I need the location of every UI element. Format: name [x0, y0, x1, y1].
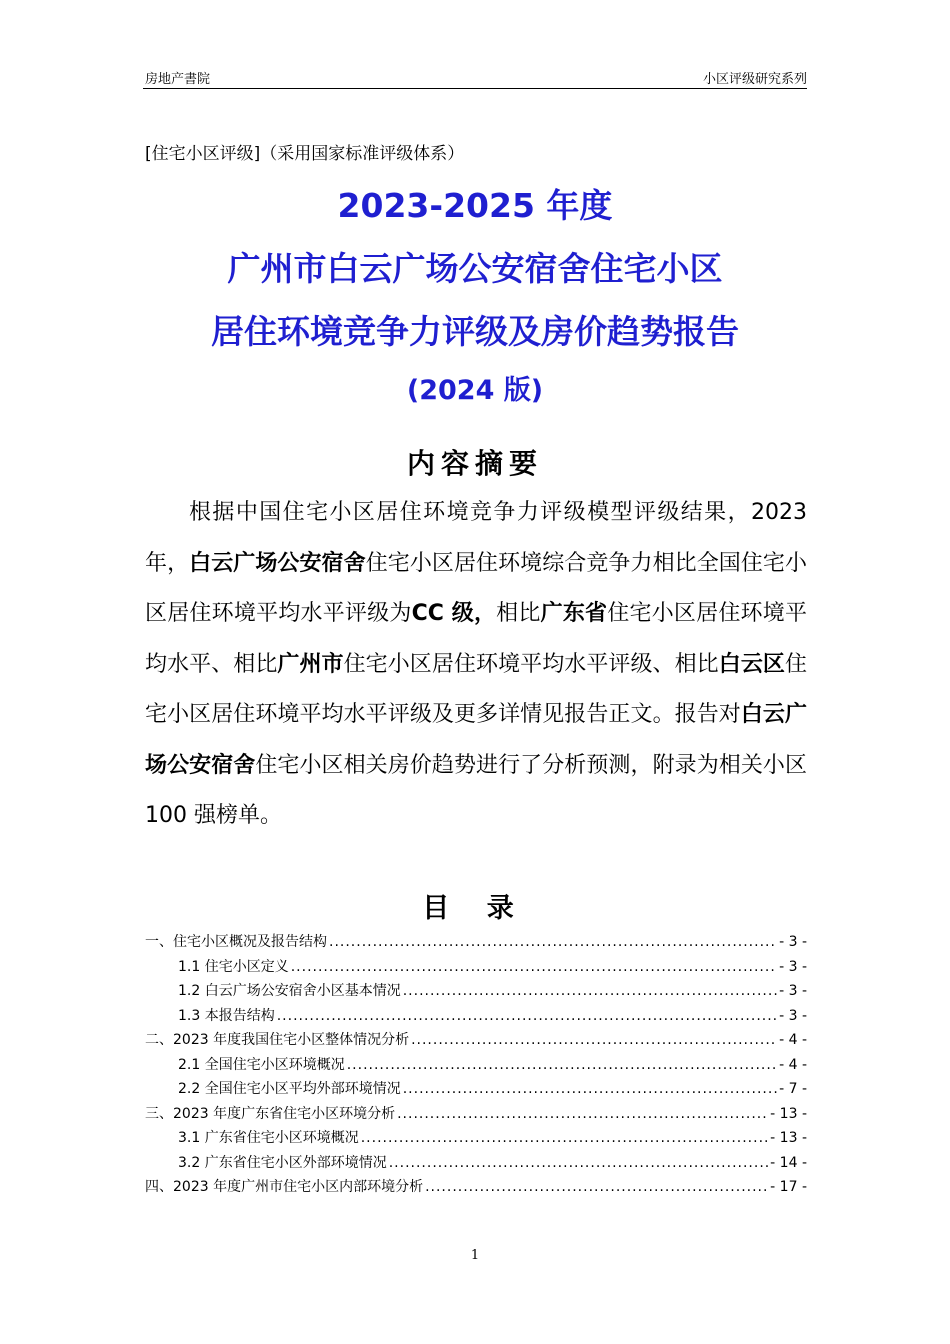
page-number: 1: [470, 1248, 480, 1263]
toc-entry-page: - 4 -: [779, 1032, 807, 1048]
toc-entry-page: - 3 -: [779, 934, 807, 950]
toc-entry-title: 3.2 广东省住宅小区外部环境情况: [178, 1154, 387, 1171]
toc-entry-page: - 13 -: [770, 1105, 807, 1122]
table-of-contents: [145, 931, 807, 1201]
toc-entry-page: - 7 -: [779, 1081, 807, 1097]
toc-entry-page: - 17 -: [770, 1179, 807, 1195]
toc-entry-page: - 14 -: [770, 1154, 807, 1171]
title-line-1: 2023-2025 年度: [337, 186, 613, 225]
toc-entry[interactable]: [145, 1078, 807, 1103]
report-tag: [住宅小区评级]（采用国家标准评级体系）: [145, 144, 465, 164]
toc-leader: [411, 1032, 777, 1048]
toc-entry-title: 2.2 全国住宅小区平均外部环境情况: [178, 1081, 401, 1097]
abstract-bold: 白云广场公安宿舍: [189, 550, 366, 576]
toc-heading: 目 录: [422, 893, 528, 924]
title-line-2: 广州市白云广场公安宿舍住宅小区: [227, 249, 723, 288]
toc-entry[interactable]: [145, 1103, 807, 1128]
toc-entry-title: 1.2 白云广场公安宿舍小区基本情况: [178, 983, 401, 999]
abstract-text: 住宅小区居住环境平均水平、相比: [145, 601, 807, 677]
toc-leader: [403, 983, 777, 999]
toc-entry[interactable]: [145, 980, 807, 1005]
abstract-text: 住宅小区居住环境综合竞争力相比全国住宅小区居住环境平均水平评级为: [145, 550, 807, 626]
toc-entry-title: 2.1 全国住宅小区环境概况: [178, 1056, 345, 1073]
title-line-3: 居住环境竞争力评级及房价趋势报告: [211, 312, 739, 351]
toc-entry-title: 二、2023 年度我国住宅小区整体情况分析: [145, 1032, 410, 1048]
toc-entry-title: 1.3 本报告结构: [178, 1007, 275, 1024]
title-line-4: (2024 版): [406, 375, 544, 406]
abstract-text: 住宅小区居住环境平均水平评级、相比: [343, 651, 719, 677]
toc-entry[interactable]: [145, 1176, 807, 1201]
toc-entry-page: - 4 -: [779, 1056, 807, 1073]
toc-leader: [389, 1155, 768, 1171]
abstract-bold: 广东省: [540, 601, 608, 626]
abstract-text: 相比: [496, 601, 541, 626]
abstract-bold: 广州市: [277, 651, 344, 677]
toc-leader: [291, 959, 777, 975]
abstract-bold: 白云区: [718, 651, 785, 677]
toc-entry-title: 3.1 广东省住宅小区环境概况: [178, 1130, 359, 1146]
toc-entry[interactable]: [145, 931, 807, 956]
abstract-bold: 白云广场公安宿舍: [145, 702, 807, 778]
abstract-text: 住宅小区居住环境平均水平评级及更多详情见报告正文。报告对: [145, 651, 807, 727]
toc-leader: [329, 934, 777, 950]
toc-entry[interactable]: [145, 1005, 807, 1030]
header-left-text: 房地产書院: [145, 72, 211, 87]
abstract-body: [145, 488, 807, 842]
toc-entry-title: 四、2023 年度广州市住宅小区内部环境分析: [145, 1179, 424, 1195]
toc-entry[interactable]: [145, 1152, 807, 1177]
header-rule: [143, 88, 807, 89]
toc-entry-title: 三、2023 年度广东省住宅小区环境分析: [145, 1105, 396, 1122]
toc-leader: [347, 1057, 777, 1073]
toc-leader: [403, 1081, 777, 1097]
abstract-heading: 内容摘要: [406, 447, 543, 480]
toc-entry[interactable]: [145, 956, 807, 981]
toc-leader: [425, 1179, 768, 1195]
abstract-text: 住宅小区相关房价趋势进行了分析预测，附录为相关小区 100 强榜单。: [145, 752, 807, 828]
toc-entry-page: - 3 -: [779, 983, 807, 999]
toc-entry-title: 1.1 住宅小区定义: [178, 958, 289, 975]
toc-entry[interactable]: [145, 1054, 807, 1079]
toc-entry-page: - 3 -: [779, 958, 807, 975]
toc-leader: [361, 1130, 768, 1146]
toc-leader: [277, 1008, 777, 1024]
abstract-text: 根据中国住宅小区居住环境竞争力评级模型评级结果，2023 年，: [145, 500, 807, 576]
toc-entry-title: 一、住宅小区概况及报告结构: [145, 934, 327, 950]
header-right-text: 小区评级研究系列: [702, 72, 807, 87]
toc-leader: [397, 1106, 768, 1122]
toc-entry[interactable]: [145, 1029, 807, 1054]
abstract-bold: CC 级，: [411, 601, 497, 626]
toc-entry-page: - 13 -: [770, 1130, 807, 1146]
toc-entry-page: - 3 -: [779, 1007, 807, 1024]
toc-entry[interactable]: [145, 1127, 807, 1152]
